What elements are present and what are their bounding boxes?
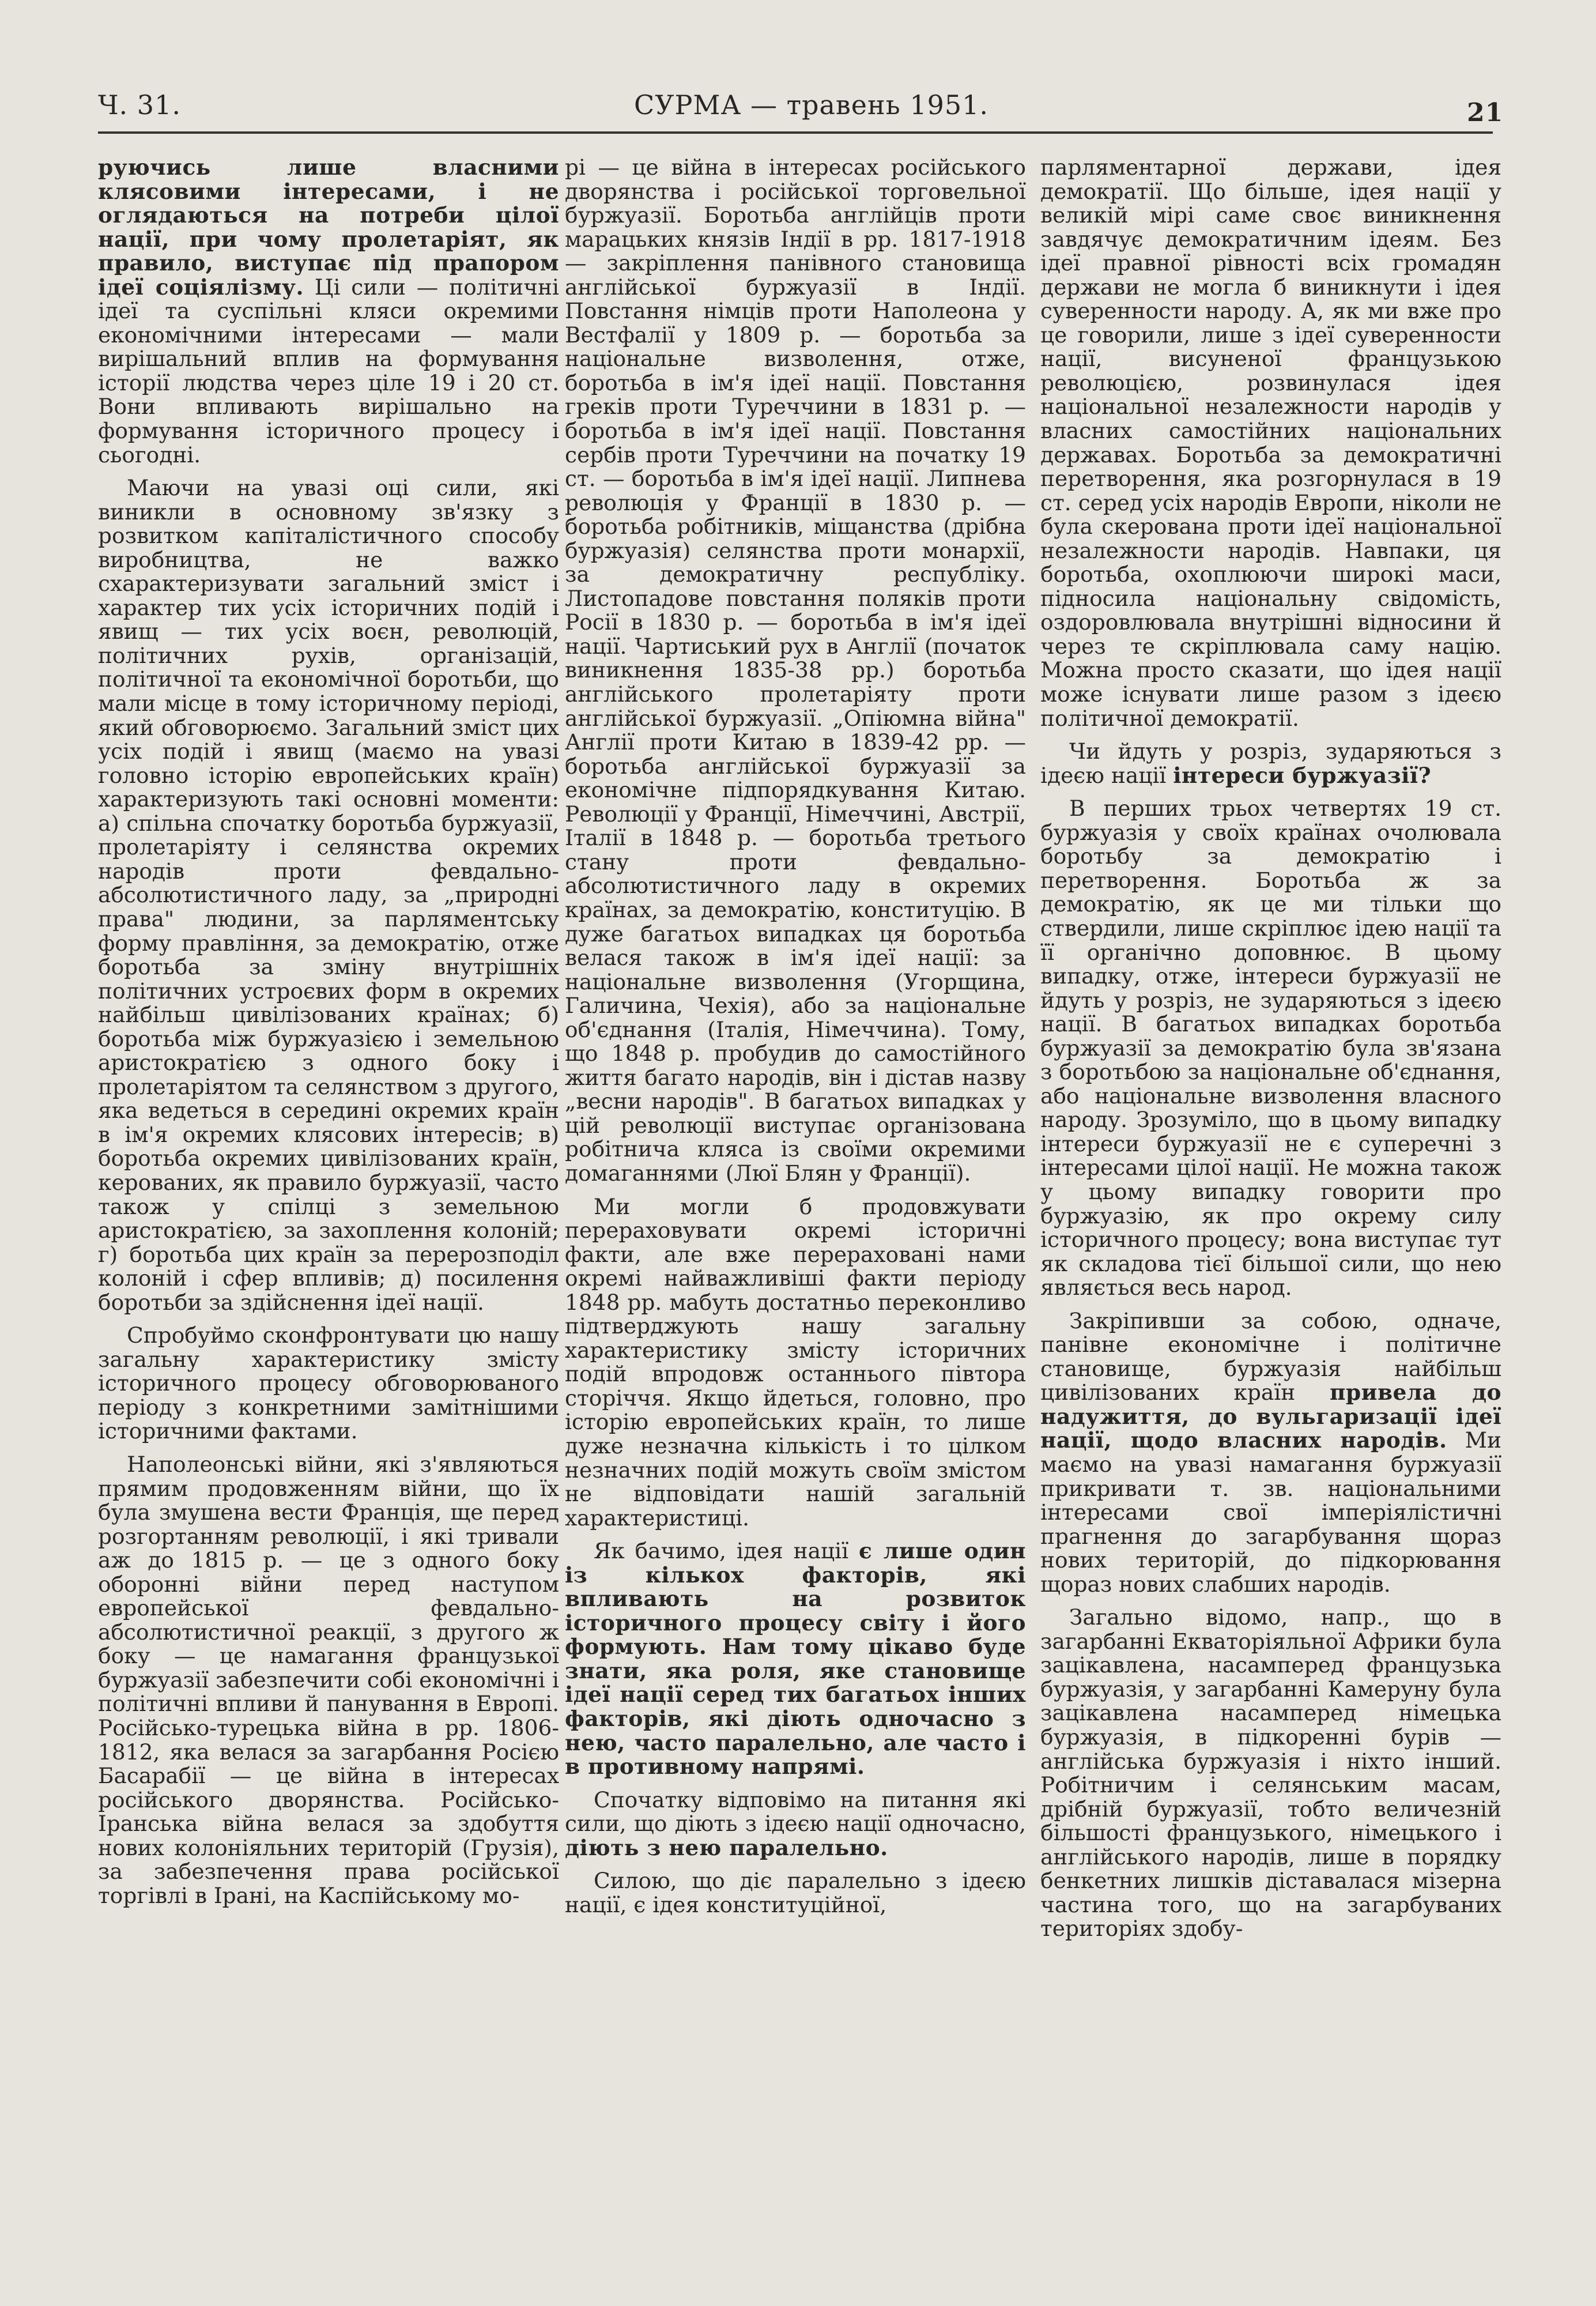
col2-p4-emphasis: діють з нею паралельно. [565,1834,888,1860]
column-1 [98,156,559,2289]
col2-p3-text: Як бачимо, ідея нації [594,1538,859,1564]
header-rule [98,131,1493,134]
col3-p4-text-rest: Ми маємо на увазі намагання буржуазії прикривати т. зв. національними інтересами свої імперіялістичні прагнення до загарбування щораз нових територій, до підкорювання щораз нових слабших народів. [1040,1427,1501,1597]
col2-paragraph-3 [565,1539,1026,1779]
col2-paragraph-4 [565,1788,1026,1860]
issue-number: Ч. 31. [98,89,181,120]
col3-paragraph-5: Загально відомо, напр., що в загарбанні Екваторіяльної Африки була зацікавлена, насамперед французька буржуазія, у загарбанні Камеруну була зацікавлена насамперед німецька буржуазія, в підкоренні бурів — англійська буржуазія і ніхто інший. Робітничим і селянським масам, дрібній буржуазії, тобто величезній більшості французького, німецького і англійського народів, лише в порядку бенкетних лишків діставалася мізерна частина того, що на загарбуваних територіях здобу- [1040,1604,1501,1942]
col2-paragraph-5: Силою, що діє паралельно з ідеєю нації, є ідея конституційної, [565,1868,1026,1917]
col2-p4-text: Спочатку відповімо на питання які сили, що діють з ідеєю нації одночасно, [565,1787,1026,1837]
col1-paragraph-2: Маючи на увазі оці сили, які виникли в основному зв'язку з розвитком капіталістичного способу виробництва, не важко схарактеризувати загальний зміст і характер тих усіх історичних подій і явищ — тих усіх воєн, революцій, політичних рухів, організацій, політичної та економічної боротьби, що мали місце в тому історичному періоді, який обговорюємо. Загальний зміст цих усіх подій і явищ (маємо на увазі головно історію европейських країн) характеризують такі основні моменти: а) спільна спочатку боротьба буржуазії, пролетаріяту і селянства окремих народів проти февдально-абсолютистичного ладу, за „природні права" людини, за парляментську форму правління, за демократію, отже боротьба за зміну внутрішніх політичних устроєвих форм в окремих найбільш цивілізованих країнах; б) боротьба між буржуазією і земельною аристократією з одного боку і пролетаріятом та селянством з другого, яка ведеться в середині окремих країн в ім'я окремих клясових інтересів; в) боротьба окремих цивілізованих країн, керованих, як правило буржуазії, часто також у спілці з земельною аристократією, за захоплення колоній; г) боротьба цих країн за перерозподіл колоній і сфер впливів; д) посилення боротьби за здійснення ідеї нації. [98,475,559,1315]
col3-p4-emphasis: привела до надужиття, до вульгаризації ідеї нації, щодо власних народів. [1040,1380,1501,1453]
col2-paragraph-2: Ми могли б продовжувати перераховувати окремі історичні факти, але вже перераховані нами окремі найважливіші факти періоду 1848 рр. мабуть достатньо переконливо підтверджують нашу загальну характеристику змісту історичних подій впродовж останнього півтора сторіччя. Якщо йдеться, головно, про історію европейських країн, то лише дуже незначна кількість і то цілком незначних подій можуть своїм змістом не відповідати нашій загальній характеристиці. [565,1193,1026,1531]
column-3 [1040,156,1501,2289]
col2-p3-emphasis: є лише один із кількох факторів, які впливають на розвиток історичного процесу світу і його формують. Нам тому цікаво буде знати, яка роля, яке становище ідеї нації серед тих багатьох інших факторів, які діють одночасно з нею, часто паралельно, але часто і в противному напрямі. [565,1538,1026,1780]
col3-p2-emphasis: інтереси буржуазії? [1173,762,1432,788]
col1-paragraph-4: Наполеонські війни, які з'являються прямим продовженням війни, що їх була змушена вести Франція, ще перед розгортанням революції, і які тривали аж до 1815 р. — це з одного боку оборонні війни перед наступом европейської февдально-абсолютистичної реакції, з другого ж боку — це намагання французької буржуазії забезпечити собі економічні і політичні впливи й панування в Европі. Російсько-турецька війна в рр. 1806-1812, яка велася за загарбання Росією Басарабії — це війна в інтересах російського дворянства. Російсько-Іранська війна велася за здобуття нових колоніяльних територій (Грузія), за забезпечення права російської торгівлі в Ірані, на Каспійському мо- [98,1451,559,1908]
col3-paragraph-1: парляментарної держави, ідея демократії. Що більше, ідея нації у великій мірі саме своє виникнення завдячує демократичним ідеям. Без ідеї правної рівності всіх громадян держави не могла б виникнути і ідея суверенности народу. А, як ми вже про це говорили, лише з ідеї суверенности нації, висуненої французькою революцією, розвинулася ідея національної незалежности народів у власних самостійних національних державах. Боротьба за демократичні перетворення, яка розгорнулася в 19 ст. серед усіх народів Европи, ніколи не була скерована проти ідеї національної незалежности народів. Навпаки, ця боротьба, охоплюючи широкі маси, підносила національну свідомість, оздоровлювала внутрішні відносини й через те скріплювала саму націю. Можна просто сказати, що ідея нації може існувати лише разом з ідеєю політичної демократії. [1040,156,1501,731]
col3-p4-text: Закріпивши за собою, одначе, панівне економічне і політичне становище, буржуазія найбільш цивілізованих країн [1040,1308,1501,1406]
col3-paragraph-2 [1040,740,1501,787]
column-2 [565,156,1026,2289]
page-number: 21 [1467,98,1504,127]
col3-paragraph-3: В перших трьох четвертях 19 ст. буржуазія у своїх країнах очолювала боротьбу за демократію і перетворення. Боротьба ж за демократію, як це ми тільки що ствердили, лише скріплює ідею нації та її органічно доповнює. В цьому випадку, отже, інтереси буржуазії не йдуть у розріз, не зударяються з ідеєю нації. В багатьох випадках боротьба буржуазії за демократію була зв'язана з боротьбою за національне об'єднання, або національне визволення власного народу. Зрозуміло, що в цьому випадку інтереси буржуазії не є суперечні з інтересами цілої нації. Не можна також у цьому випадку говорити про буржуазію, як про окрему силу історичного процесу; вона виступає тут як складова тієї більшої сили, що нею являється весь народ. [1040,796,1501,1301]
col2-paragraph-1: рі — це війна в інтересах російського дворянства і російської торговельної буржуазії. Боротьба англійців проти марацьких князів Індії в рр. 1817-1918 — закріплення панівного становища англійської буржуазії в Індії. Повстання німців проти Наполеона у Вестфалії у 1809 р. — боротьба за національне визволення, отже, боротьба в ім'я ідеї нації. Повстання греків проти Туреччини в 1831 р. — боротьба в ім'я ідеї нації. Повстання сербів проти Туреччини на початку 19 ст. — боротьба в ім'я ідеї нації. Липнева революція у Франції в 1830 р. — боротьба робітників, міщанства (дрібна буржуазія) селянства проти монархії, за демократичну республіку. Листопадове повстання поляків проти Росії в 1830 р. — боротьба в ім'я ідеї нації. Чартиський рух в Англії (початок виникнення 1835-38 рр.) боротьба англійського пролетаріяту проти англійської буржуазії. „Опіюмна війна" Англії проти Китаю в 1839-42 рр. — боротьба англійської буржуазії за економічне підпорядкування Китаю. Революції у Франції, Німеччині, Австрії, Італії в 1848 р. — боротьба третього стану проти февдально-абсолютистичного ладу в окремих країнах, за демократію, конституцію. В дуже багатьох випадках ця боротьба велася також в ім'я ідеї нації: за національне визволення (Угорщина, Галичина, Чехія), або за національне об'єднання (Італія, Німеччина). Тому, що 1848 р. пробудив до самостійного життя багато народів, він і дістав назву „весни народів". В багатьох випадках у цій революції виступає організована робітнича кляса із своїми окремими домаганнями (Люї Блян у Франції). [565,156,1026,1186]
col1-paragraph-3: Спробуймо сконфронтувати цю нашу загальну характеристику змісту історичного процесу обговорюваного періоду з конкретними замітнішими історичними фактами. [98,1322,559,1444]
col1-p1-emphasis: руючись лише власними клясовими інтересами, і не оглядаються на потреби цілої нації, при чому пролетаріят, як правило, виступає під прапором ідеї соціялізму. [98,156,559,300]
col1-p1-text: Ці сили — політичні ідеї та суспільні кляси окремими економічними інтересами — мали вирішальний вплив на формування історії людства через ціле 19 і 20 ст. Вони впливають вирішально на формування історичного процесу і сьогодні. [98,274,559,468]
col1-paragraph-1 [98,156,559,467]
col3-paragraph-4 [1040,1309,1501,1597]
running-title: СУРМА — травень 1951. [634,89,989,120]
col3-p2-text: Чи йдуть у розріз, зударяються з ідеєю нації [1040,738,1501,788]
